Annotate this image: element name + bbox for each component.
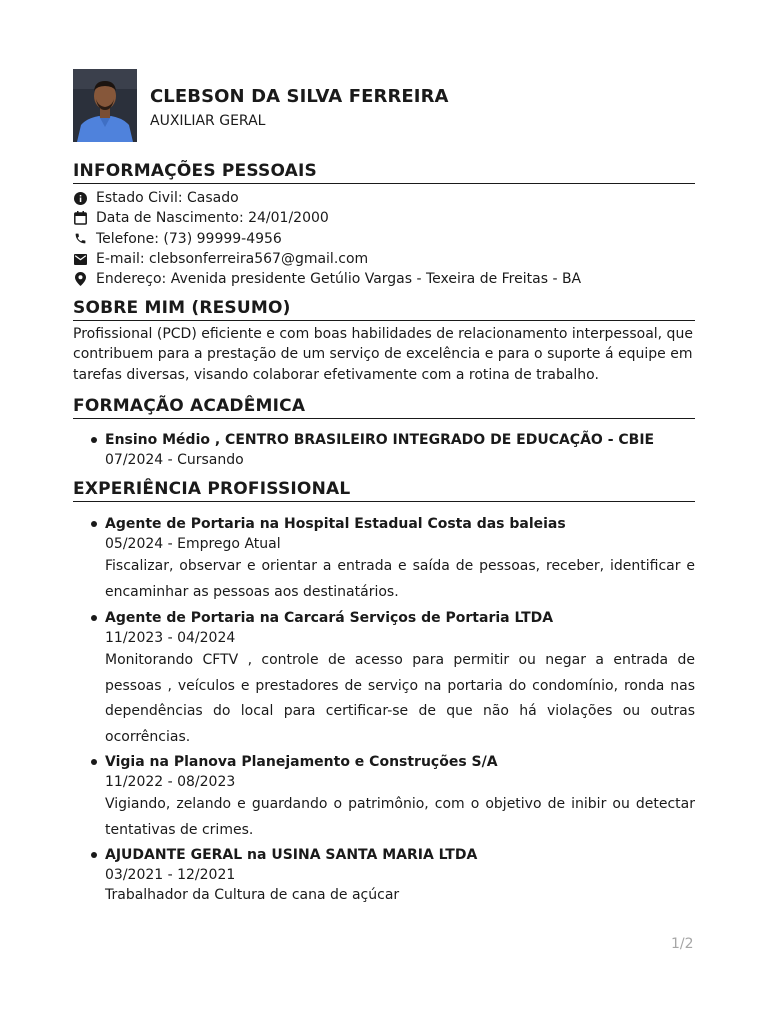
page-number: 1/2 — [671, 936, 694, 952]
info-row-email — [73, 249, 695, 269]
experience-date: 03/2021 - 12/2021 — [105, 867, 236, 883]
profile-name: CLEBSON DA SILVA FERREIRA — [150, 86, 449, 107]
experience-entry — [73, 608, 695, 750]
info-text: E-mail: clebsonferreira567@gmail.com — [96, 251, 369, 268]
section-about — [73, 297, 695, 385]
experience-description: Vigiando, zelando e guardando o patrimônio, com o objetivo de inibir ou detectar tentativas de crimes. — [105, 796, 695, 838]
info-text: Telefone: (73) 99999-4956 — [96, 230, 282, 247]
info-text: Endereço: Avenida presidente Getúlio Vargas - Texeira de Freitas - BA — [96, 271, 582, 288]
education-title: Ensino Médio , CENTRO BRASILEIRO INTEGRADO DE EDUCAÇÃO - CBIE — [105, 432, 655, 448]
experience-date: 11/2022 - 08/2023 — [105, 774, 236, 790]
mail-icon — [73, 252, 87, 266]
section-experience — [73, 478, 695, 905]
bullet — [91, 615, 97, 621]
info-text: Data de Nascimento: 24/01/2000 — [96, 210, 329, 227]
info-row-address — [73, 269, 695, 289]
about-text: Profissional (PCD) eficiente e com boas habilidades de relacionamento interpessoal, que contribuem para a prestação de um serviço de excelência e para o suporte á equipe em tarefas diversas, visando colaborar efetivamente com a rotina de trabalho. — [73, 326, 693, 383]
experience-entry — [73, 752, 695, 843]
section-title: EXPERIÊNCIA PROFISSIONAL — [73, 478, 695, 502]
experience-title: Vigia na Planova Planejamento e Construções S/A — [105, 754, 498, 770]
section-title: INFORMAÇÕES PESSOAIS — [73, 160, 695, 184]
experience-description: Trabalhador da Cultura de cana de açúcar — [105, 887, 400, 903]
education-entry — [73, 430, 695, 470]
calendar-icon — [73, 211, 87, 225]
experience-entry — [73, 514, 695, 605]
section-title: SOBRE MIM (RESUMO) — [73, 297, 695, 321]
phone-icon — [73, 232, 87, 246]
bullet — [91, 437, 97, 443]
info-row-phone — [73, 229, 695, 249]
experience-date: 11/2023 - 04/2024 — [105, 630, 236, 646]
bullet — [91, 759, 97, 765]
experience-description: Fiscalizar, observar e orientar a entrada e saída de pessoas, receber, identificar e encaminhar as pessoas aos destinatários. — [105, 558, 695, 600]
profile-role: AUXILIAR GERAL — [150, 113, 266, 129]
location-pin-icon — [73, 272, 87, 286]
profile-header — [73, 69, 695, 143]
experience-title: Agente de Portaria na Carcará Serviços de Portaria LTDA — [105, 610, 554, 626]
info-icon — [73, 191, 87, 205]
experience-description: Monitorando CFTV , controle de acesso para permitir ou negar a entrada de pessoas , veículos e prestadores de serviço na portaria do condomínio, ronda nas dependências do local para certificar-se de que não há violações ou outras ocorrências. — [105, 652, 695, 745]
experience-title: AJUDANTE GERAL na USINA SANTA MARIA LTDA — [105, 847, 478, 863]
bullet — [91, 852, 97, 858]
education-date: 07/2024 - Cursando — [105, 452, 244, 468]
experience-entry — [73, 845, 695, 905]
section-title: FORMAÇÃO ACADÊMICA — [73, 395, 695, 419]
section-education — [73, 395, 695, 470]
experience-date: 05/2024 - Emprego Atual — [105, 536, 281, 552]
bullet — [91, 521, 97, 527]
info-row-marital-status — [73, 188, 695, 208]
info-text: Estado Civil: Casado — [96, 190, 239, 207]
profile-photo — [73, 69, 137, 142]
section-personal-info — [73, 160, 695, 289]
info-row-birth-date — [73, 208, 695, 228]
experience-title: Agente de Portaria na Hospital Estadual Costa das baleias — [105, 516, 566, 532]
